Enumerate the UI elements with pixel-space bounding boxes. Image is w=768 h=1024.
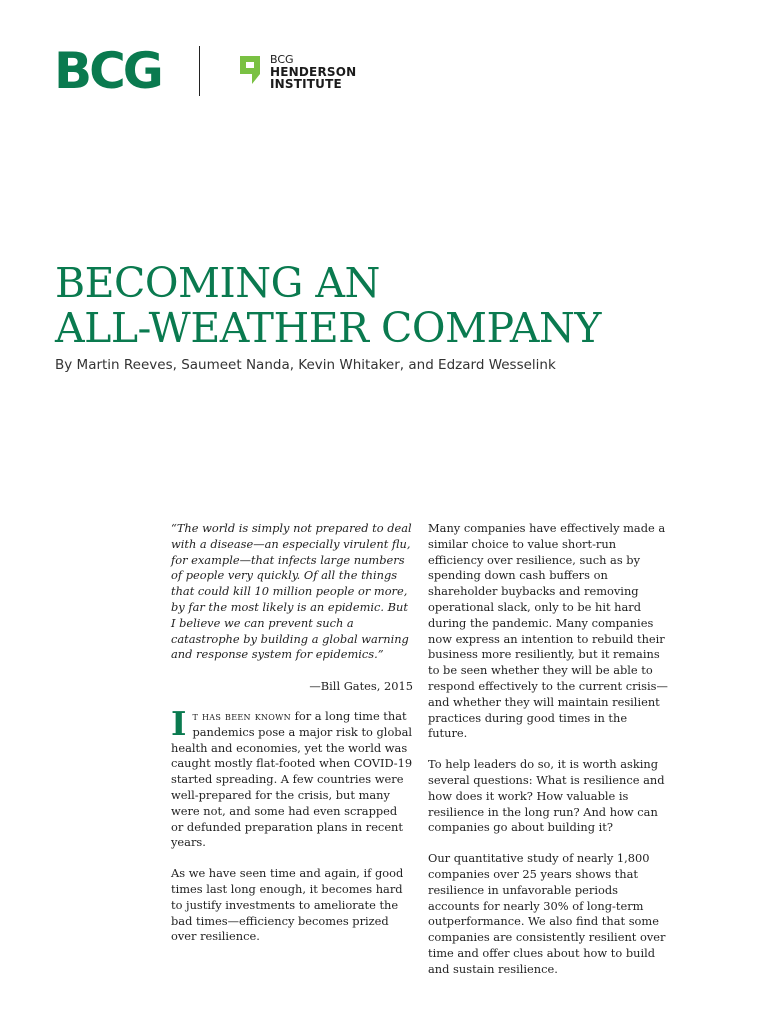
byline: By Martin Reeves, Saumeet Nanda, Kevin Whitaker, and Edzard Wesselink bbox=[55, 357, 556, 373]
henderson-line1: BCG bbox=[270, 53, 294, 66]
drop-cap: I bbox=[171, 703, 187, 743]
paragraph-5: Our quantitative study of nearly 1,800 companies over 25 years shows that resilience in unfavorable periods accounts for nearly 30% of long-term outperformance. We also find that some companies are consistently resilient over time and offer clues about how to build and sustain resilience. bbox=[428, 851, 666, 976]
lead-smallcaps: t has been known bbox=[192, 708, 291, 723]
henderson-institute-logo bbox=[238, 54, 356, 90]
bcg-logo: BCG bbox=[54, 42, 161, 100]
paragraph-4: To help leaders do so, it is worth asking several questions: What is resilience and how does it work? How valuable is resilience in the long run? And how can companies go about building it? bbox=[428, 757, 665, 835]
title-line-2: ALL-WEATHER COMPANY bbox=[55, 304, 601, 352]
lead-paragraph bbox=[171, 703, 413, 851]
logo-divider bbox=[199, 46, 200, 96]
quote-attribution: —Bill Gates, 2015 bbox=[309, 679, 413, 694]
title-line-1: BECOMING AN bbox=[55, 259, 380, 307]
paragraph-2: As we have seen time and again, if good times last long enough, it becomes hard to justify investments to ameliorate the bad times—efficiency becomes prized over resilience. bbox=[171, 866, 404, 944]
left-column bbox=[171, 521, 413, 945]
article-title bbox=[55, 261, 601, 351]
paragraph-3: Many companies have effectively made a similar choice to value short-run efficiency over resilience, such as by spending down cash buffers on shareholder buybacks and removing operational slack, only to be hit hard during the pandemic. Many companies now express an intention to rebuild their business more resiliently, but it remains to be seen whether they will be able to respond effectively to the current crisis—and whether they will maintain resilient practices during good times in the future. bbox=[428, 521, 668, 741]
lead-text: for a long time that pandemics pose a major risk to global health and economies, yet the world was caught mostly flat-footed when COVID-19 started spreading. A few countries were well-prepared for the crisis, but many were not, and some had even scrapped or defunded preparation plans in recent years. bbox=[171, 708, 413, 850]
epigraph-quote: “The world is simply not prepared to deal with a disease—an especially virulent flu, for example—that infects large numbers of people very quickly. Of all the things that could kill 10 million people or more, by far the most likely is an epidemic. But I believe we can prevent such a catastrophe by building a global warning and response system for epidemics.” bbox=[171, 521, 412, 662]
henderson-line2: HENDERSON bbox=[270, 65, 357, 79]
henderson-line3: INSTITUTE bbox=[270, 77, 342, 91]
henderson-mark-icon bbox=[238, 54, 264, 86]
right-column bbox=[428, 521, 668, 978]
